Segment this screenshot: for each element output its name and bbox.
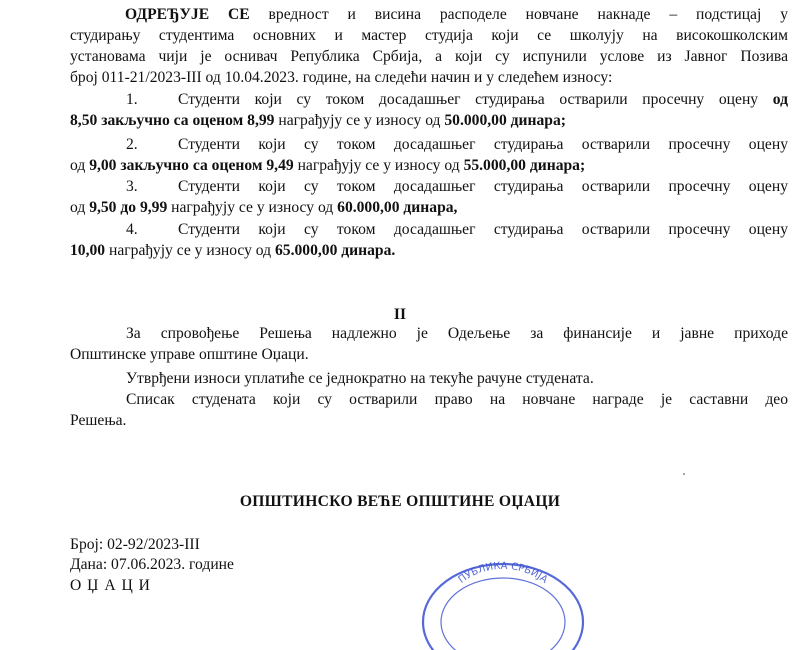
official-stamp	[418, 560, 588, 650]
item-3-line-1	[126, 178, 788, 196]
item-3-line-2	[70, 199, 457, 217]
document-date: Дана: 07.06.2023. године	[70, 556, 234, 573]
item-2-line-2	[70, 157, 585, 175]
scan-speck	[683, 473, 685, 475]
intro-line-4: број 011-21/2023-III од 10.04.2023. године, на следећи начин и у следећем износу:	[70, 69, 613, 86]
intro-lead: ОДРЕЂУЈЕ СЕ	[125, 6, 250, 23]
item-3-number: 3.	[126, 178, 138, 195]
item-4-line-2	[70, 242, 395, 260]
item-2-amount: 55.000,00 динара;	[463, 157, 586, 174]
item-3-amount: 60.000,00 динара,	[337, 199, 458, 216]
item-4-award-text: награђују се у износу од	[105, 242, 275, 259]
item-4-line-1	[126, 221, 788, 239]
document-number: Број: 02-92/2023-III	[70, 536, 200, 553]
document-place: О Џ А Ц И	[70, 577, 151, 594]
section2-para1-line1: За спровођење Решења надлежно је Одељење за финансије и јавне приходе	[126, 325, 788, 342]
item-4-range: 10,00	[70, 242, 106, 259]
intro-line-1	[70, 6, 788, 24]
item-2-range: 9,00 закључно са оценом 9,49	[89, 157, 294, 174]
item-1-line-2	[70, 112, 566, 130]
item-1-amount: 50.000,00 динара;	[444, 112, 566, 129]
item-1-line-1	[126, 91, 788, 109]
item-3-award-text: награђују се у износу од	[167, 199, 338, 216]
intro-line-3: установама чији је оснивач Република Србија, а који су испунили услове из Јавног Позива	[70, 48, 788, 65]
item-1-range: 8,50 закључно са оценом 8,99	[70, 112, 275, 129]
item-2-number: 2.	[126, 136, 138, 153]
item-1-bold: од	[772, 91, 788, 108]
item-1-text: Студенти који су током досадашњег студирања остварили просечну оцену	[178, 91, 773, 108]
stamp-inner-ring	[441, 578, 565, 650]
item-3-prefix: од	[70, 199, 90, 216]
section-heading: II	[393, 306, 407, 323]
section2-para2: Утврђени износи уплатиће се једнократно на текуће рачуне студената.	[126, 370, 594, 387]
section2-para1-line2: Општинске управе општине Оџаци.	[70, 346, 309, 363]
intro-line-1-text: вредност и висина расподеле новчане накнаде – подстицај у	[249, 6, 788, 23]
item-2-prefix: од	[70, 157, 90, 174]
item-1-number: 1.	[126, 91, 138, 108]
section2-para3-line2: Решења.	[70, 412, 127, 429]
item-4-text: Студенти који су током досадашњег студирања остварили просечну оцену	[178, 221, 788, 238]
intro-line-2: студирању студентима основних и мастер студија који се школују на високошколским	[70, 27, 788, 44]
item-3-range: 9,50 до 9,99	[89, 199, 168, 216]
item-2-text: Студенти који су током досадашњег студирања остварили просечну оцену	[178, 136, 788, 153]
item-2-line-1	[126, 136, 788, 154]
section2-para3-line1: Списак студената који су остварили право на новчане награде је саставни део	[126, 391, 788, 408]
council-title: ОПШТИНСКО ВЕЋЕ ОПШТИНЕ ОЏАЦИ	[239, 493, 561, 510]
item-3-text: Студенти који су током досадашњег студирања остварили просечну оцену	[178, 178, 788, 195]
stamp-text: ПУБЛИКА СРБИЈА	[456, 560, 550, 586]
item-1-award-text: награђују се у износу од	[274, 112, 445, 129]
item-2-award-text: награђују се у износу од	[293, 157, 464, 174]
item-4-amount: 65.000,00 динара.	[274, 242, 396, 259]
item-4-number: 4.	[126, 221, 138, 238]
stamp-outer-ring	[423, 564, 583, 650]
